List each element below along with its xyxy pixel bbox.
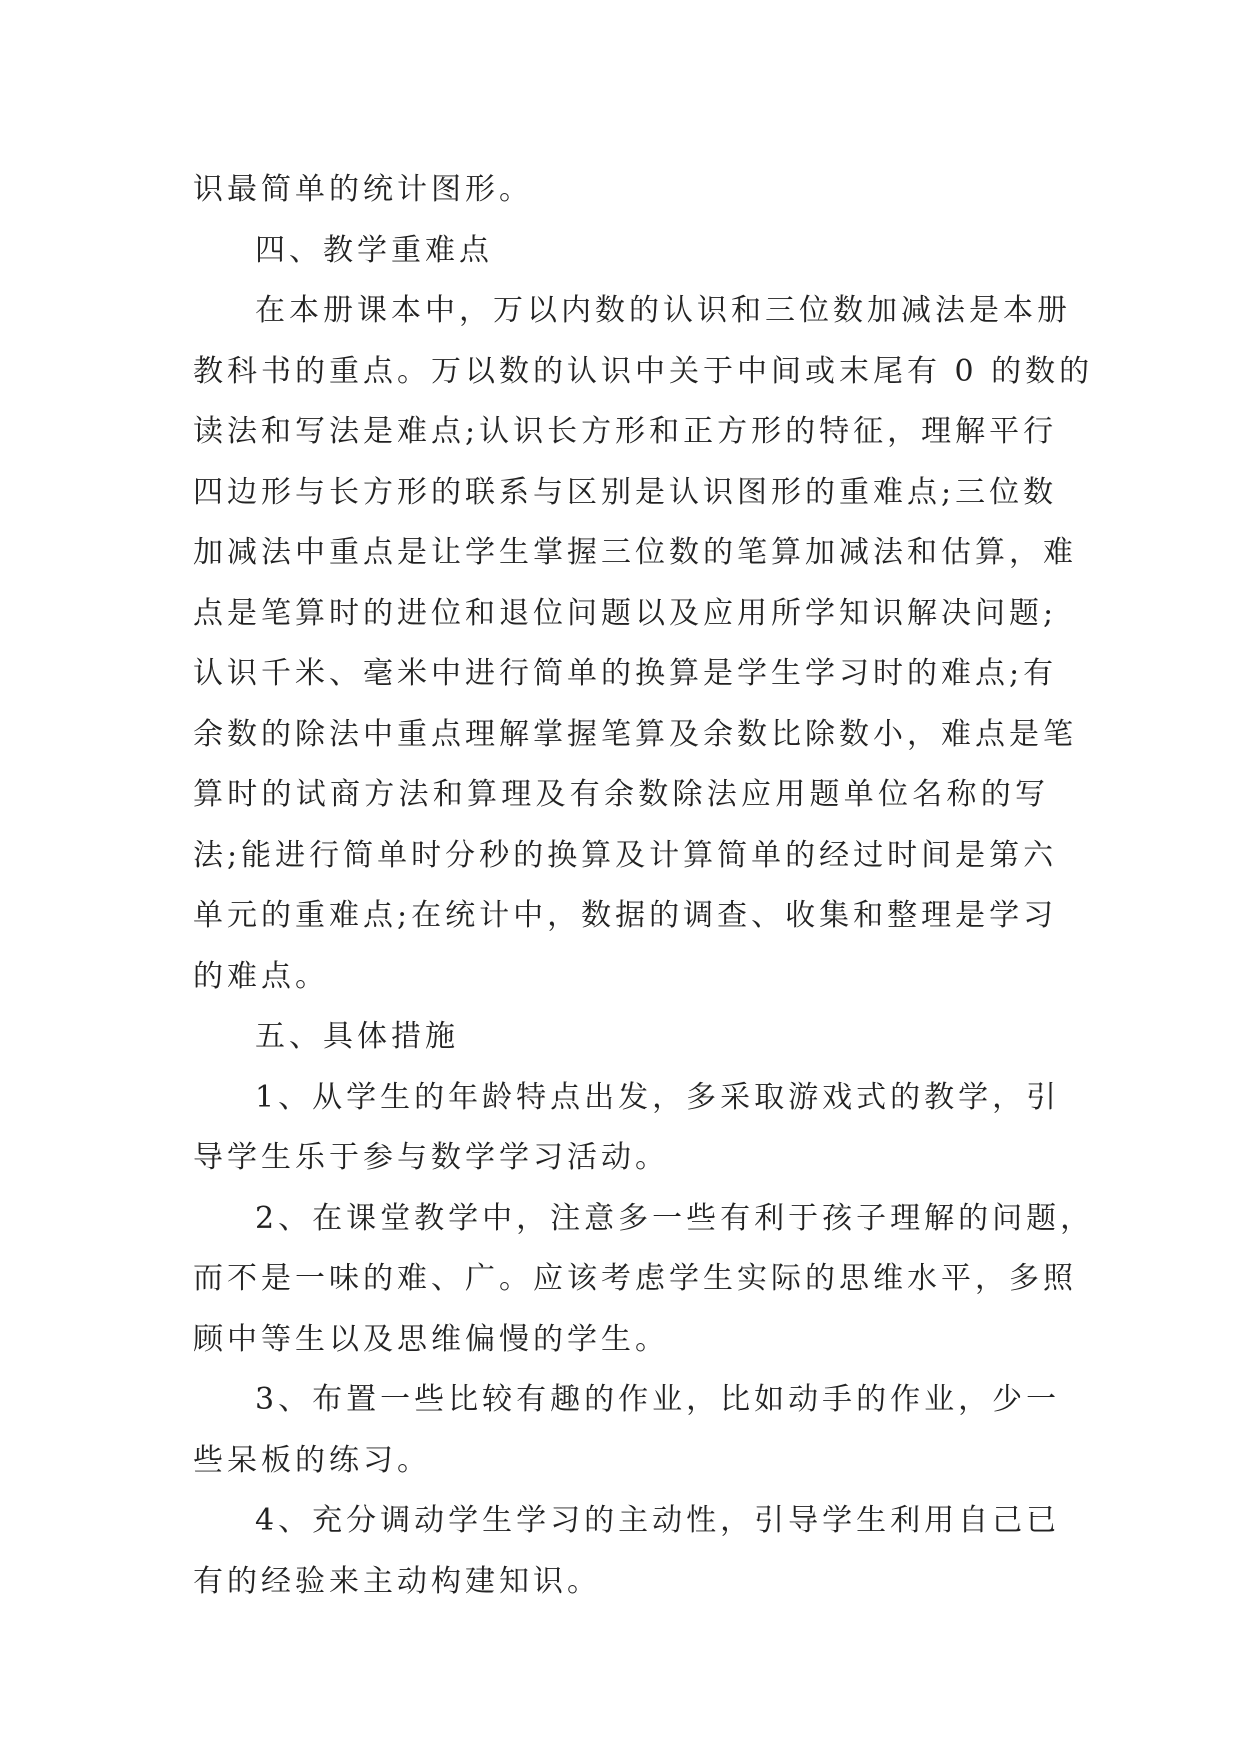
list-item-3-line: 3、布置一些比较有趣的作业，比如动手的作业，少一 xyxy=(255,1382,1061,1417)
list-item-1-line: 导学生乐于参与数学学习活动。 xyxy=(193,1140,669,1175)
section-heading-key-difficult-points: 四、教学重难点 xyxy=(255,232,493,268)
list-item-1-line: 1、从学生的年龄特点出发，多采取游戏式的教学，引 xyxy=(255,1079,1061,1115)
text-line: 单元的重难点;在统计中，数据的调查、收集和整理是学习 xyxy=(193,898,1058,933)
text-line: 在本册课本中，万以内数的认识和三位数加减法是本册 xyxy=(255,293,1071,328)
section-heading-specific-measures: 五、具体措施 xyxy=(255,1019,459,1054)
text-line: 的难点。 xyxy=(193,958,329,994)
list-item-2-line: 2、在课堂教学中，注意多一些有利于孩子理解的问题， xyxy=(255,1200,1095,1236)
text-line: 识最简单的统计图形。 xyxy=(193,172,533,207)
text-line: 算时的试商方法和算理及有余数除法应用题单位名称的写 xyxy=(193,777,1049,812)
text-line: 法;能进行简单时分秒的换算及计算简单的经过时间是第六 xyxy=(193,837,1058,873)
document-body xyxy=(193,160,1095,1612)
text-line: 教科书的重点。万以数的认识中关于中间或末尾有 0 的数的 xyxy=(193,353,1094,389)
text-line: 点是笔算时的进位和退位问题以及应用所学知识解决问题; xyxy=(193,595,1058,631)
list-item-4-line: 有的经验来主动构建知识。 xyxy=(193,1563,601,1599)
text-line: 余数的除法中重点理解掌握笔算及余数比除数小，难点是笔 xyxy=(193,716,1077,752)
list-item-3-line: 些呆板的练习。 xyxy=(193,1442,431,1478)
list-item-2-line: 而不是一味的难、广。应该考虑学生实际的思维水平，多照 xyxy=(193,1261,1077,1296)
text-line: 认识千米、毫米中进行简单的换算是学生学习时的难点;有 xyxy=(193,656,1058,691)
text-line: 加减法中重点是让学生掌握三位数的笔算加减法和估算，难 xyxy=(193,535,1077,570)
text-line: 四边形与长方形的联系与区别是认识图形的重难点;三位数 xyxy=(193,474,1058,510)
text-line: 读法和写法是难点;认识长方形和正方形的特征，理解平行 xyxy=(193,414,1058,449)
list-item-2-line: 顾中等生以及思维偏慢的学生。 xyxy=(193,1321,669,1357)
list-item-4-line: 4、充分调动学生学习的主动性，引导学生利用自己已 xyxy=(255,1503,1061,1538)
